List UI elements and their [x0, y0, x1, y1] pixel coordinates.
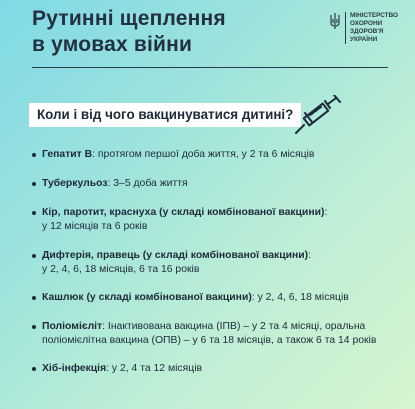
question-banner: Коли і від чого вакцинуватися дитині? [29, 103, 301, 127]
list-item [32, 206, 327, 234]
list-item [32, 291, 349, 305]
vaccine-name: Дифтерія, правець (у складі комбінованої вакцини) [42, 250, 309, 261]
title-divider [32, 67, 388, 68]
vaccine-schedule: : Інактивована вакцина (ІПВ) – у 2 та 4 місяці, оральна [102, 321, 366, 332]
vaccine-schedule: : протягом першої доба життя, у 2 та 6 місяців [92, 149, 315, 160]
vaccine-name: Хіб-інфекція [42, 363, 107, 374]
list-item [32, 320, 376, 348]
vaccine-name: Гепатит В [42, 149, 93, 160]
vaccine-name: Кашлюк (у складі комбінованої вакцини) [42, 292, 252, 303]
vaccine-schedule-cont: у 2, 4, 6, 18 місяців, 6 та 16 років [42, 264, 200, 275]
ministry-line-3: ЗДОРОВ'Я [350, 28, 384, 35]
vaccine-name: Поліомієліт [42, 321, 103, 332]
ministry-name [345, 12, 398, 44]
ministry-line-4: УКРАЇНИ [350, 36, 378, 43]
vaccine-schedule: : у 2, 4 та 12 місяців [106, 363, 203, 374]
list-item [32, 177, 188, 191]
syringe-icon [292, 95, 344, 137]
ministry-logo [330, 12, 398, 56]
vaccine-schedule: : [324, 207, 328, 218]
vaccine-schedule: : 3–5 доба життя [107, 178, 188, 189]
list-item [32, 249, 311, 277]
vaccine-schedule-cont: у 12 місяців та 6 років [42, 221, 148, 232]
poster-title [32, 6, 292, 58]
vaccine-name: Туберкульоз [42, 178, 108, 189]
ministry-line-2: ОХОРОНИ [350, 20, 383, 27]
title-line-1: Рутинні щеплення [32, 7, 226, 30]
title-line-2: в умовах війни [32, 33, 193, 56]
vaccine-name: Кір, паротит, краснуха (у складі комбінованої вакцини) [42, 207, 325, 218]
vaccine-schedule-cont: поліомієлітна вакцина (ОПВ) – у 6 та 18 місяців, а також 6 та 14 років [42, 335, 377, 346]
vaccine-schedule: : у 2, 4, 6, 18 місяців [251, 292, 349, 303]
trident-icon [330, 13, 340, 29]
ministry-line-1: МІНІСТЕРСТВО [350, 12, 399, 19]
list-item [32, 148, 314, 162]
vaccine-schedule: : [308, 250, 311, 261]
list-item [32, 362, 202, 376]
